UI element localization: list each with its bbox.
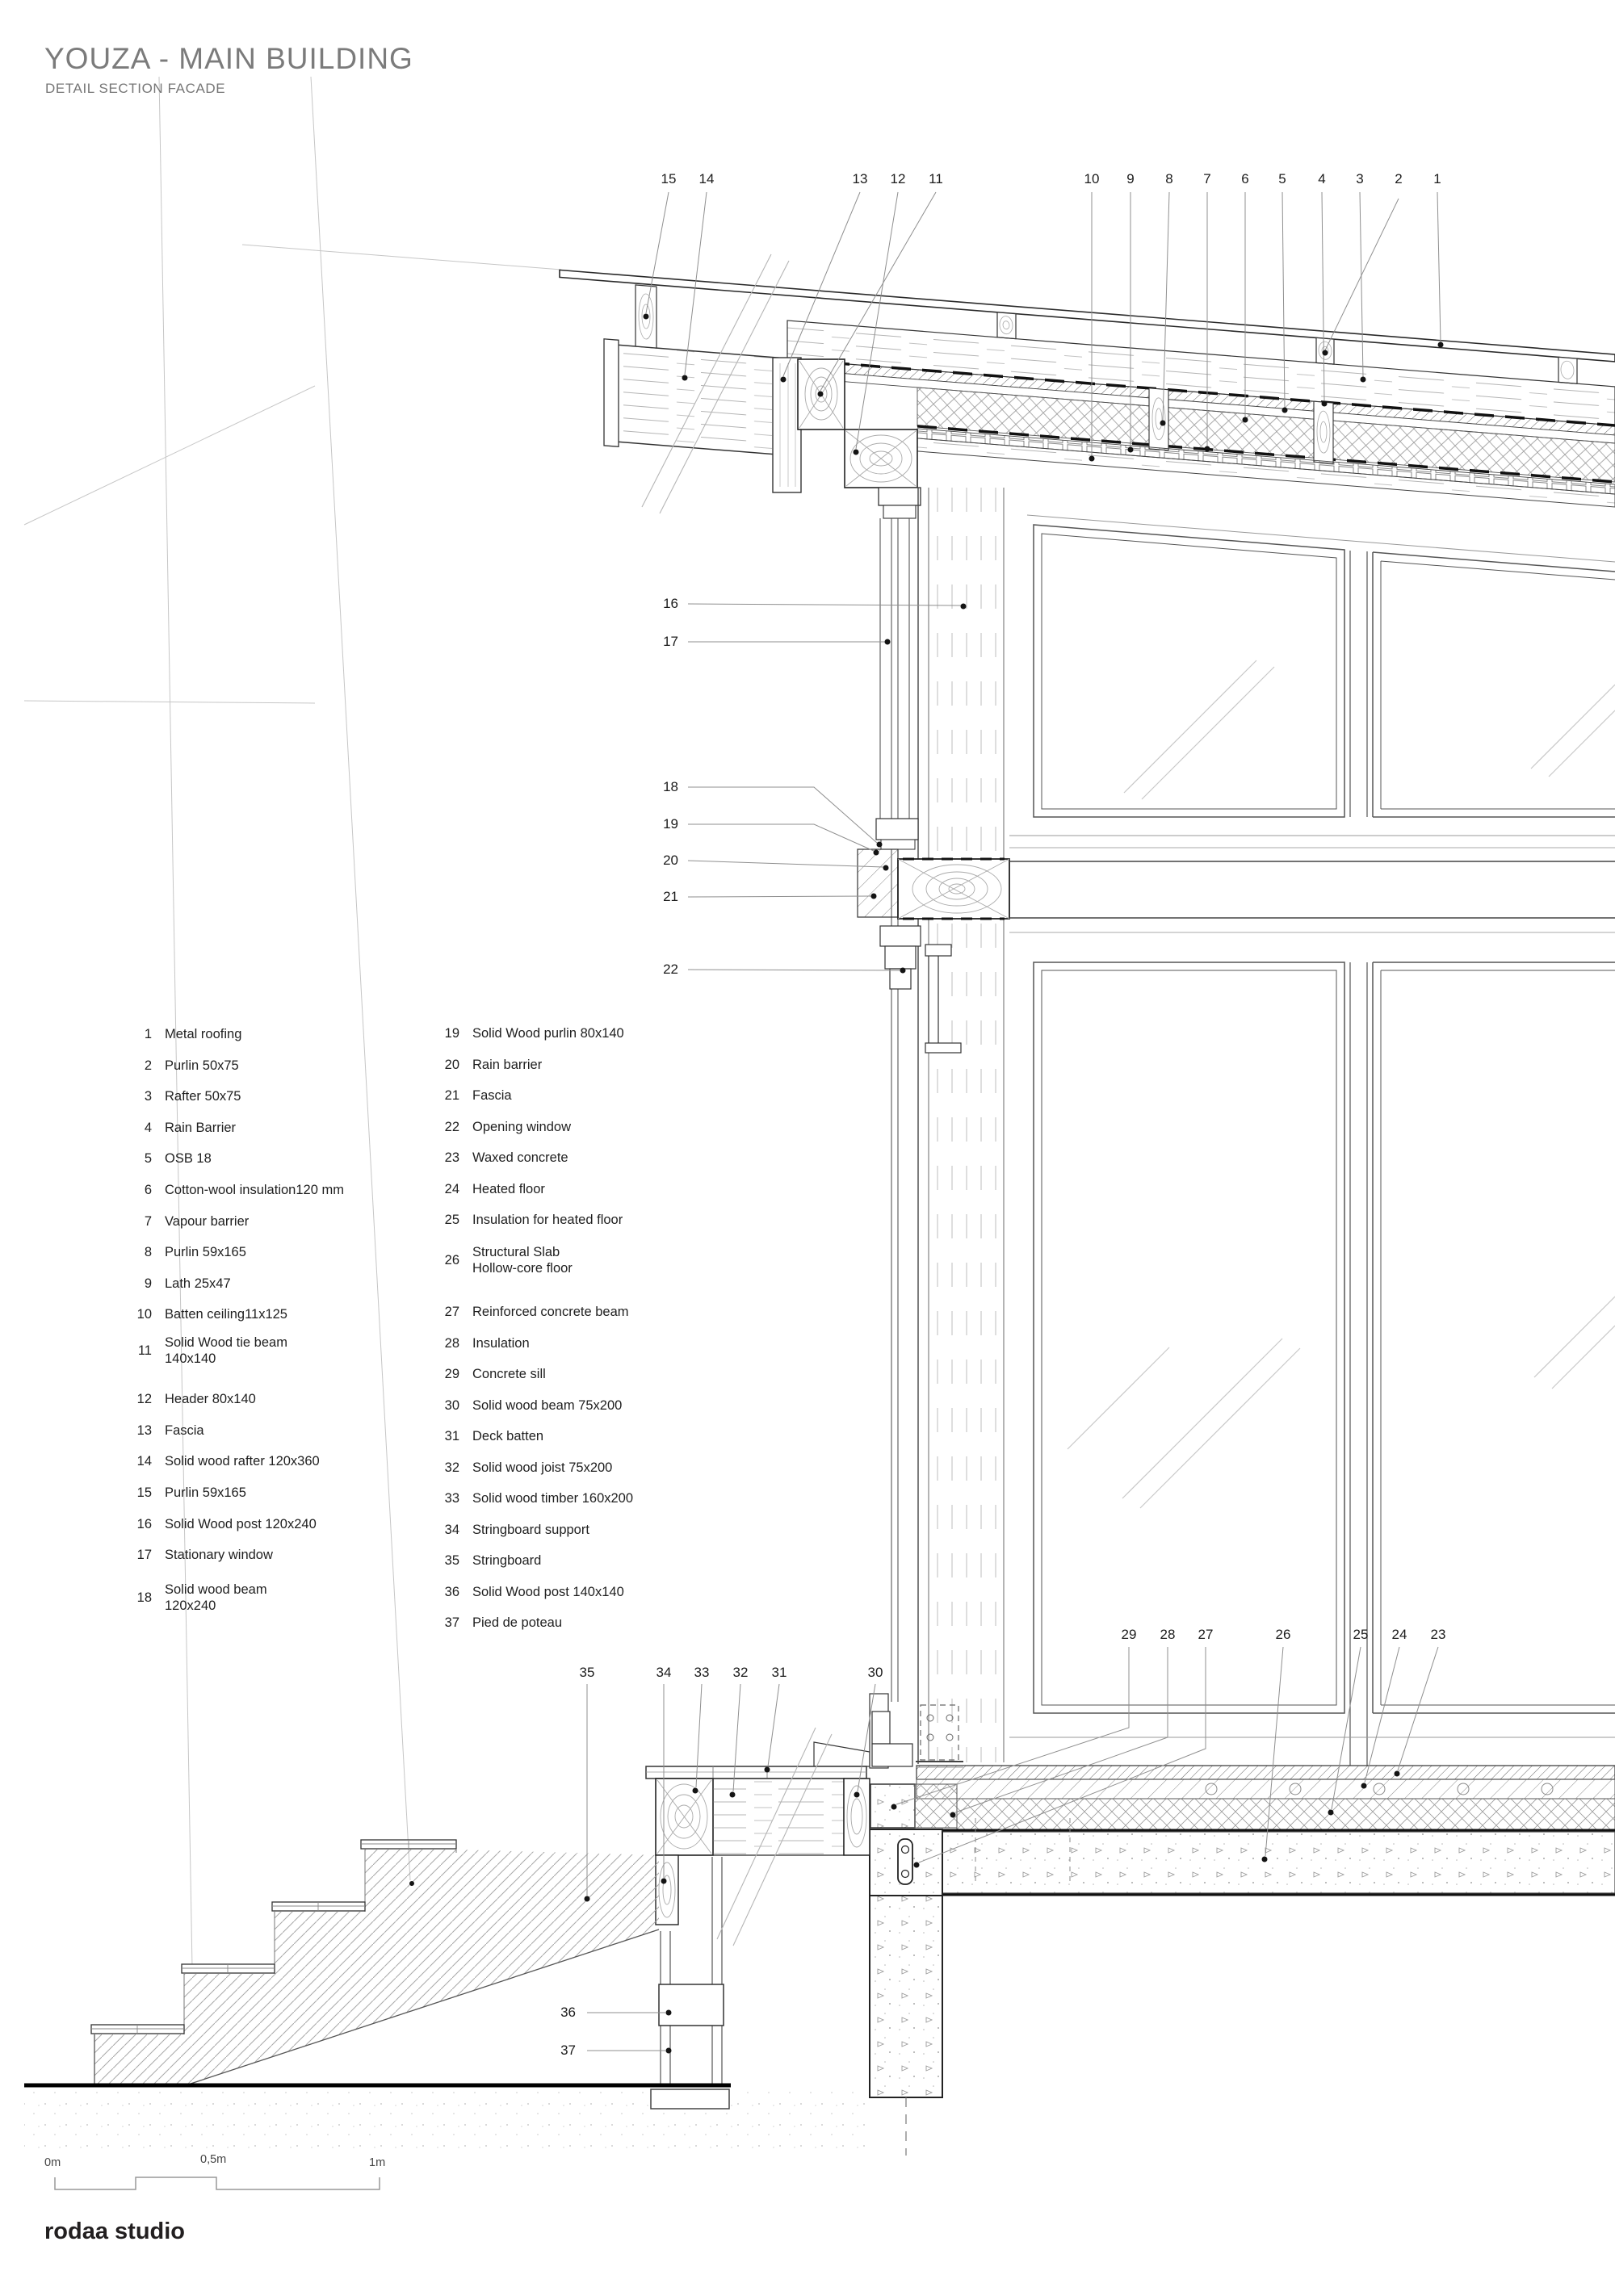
callout-10: 10	[1084, 171, 1100, 186]
callout-9: 9	[1126, 171, 1135, 186]
callout-23: 23	[1430, 1627, 1446, 1642]
callout-25: 25	[1353, 1627, 1369, 1642]
legend-item: 15 Purlin 59x165	[136, 1485, 246, 1500]
legend-item: 35 Stringboard	[444, 1553, 542, 1568]
window-head-frame	[879, 488, 921, 505]
legend-item: 11 Solid Wood tie beam 140x140	[137, 1335, 287, 1366]
callout-26: 26	[1275, 1627, 1291, 1642]
concrete-column	[870, 1896, 942, 2097]
legend-item: 5 OSB 18	[144, 1151, 212, 1166]
callout-24: 24	[1391, 1627, 1407, 1642]
legend-item: 37 Pied de poteau	[444, 1615, 563, 1630]
legend-item: 28 Insulation	[444, 1336, 530, 1351]
callout-14: 14	[698, 171, 715, 186]
page-subtitle: DETAIL SECTION FACADE	[45, 81, 226, 96]
ground-texture	[24, 2091, 870, 2151]
legend-item: 19 Solid Wood purlin 80x140	[444, 1026, 624, 1041]
upper-pane-1	[1034, 525, 1344, 817]
deck-joist	[844, 1779, 870, 1855]
legend-item: 18 Solid wood beam 120x240	[136, 1582, 267, 1613]
legend-item: 16 Solid Wood post 120x240	[136, 1517, 317, 1531]
callout-5: 5	[1278, 171, 1286, 186]
legend-item: 9 Lath 25x47	[144, 1276, 231, 1291]
callout-16: 16	[663, 596, 678, 611]
callout-1: 1	[1433, 171, 1441, 186]
construction-lines	[24, 77, 561, 1967]
legend-item: 22 Opening window	[444, 1120, 571, 1134]
glass-diagonals	[1068, 660, 1615, 1508]
callout-29: 29	[1121, 1627, 1137, 1642]
callout-20: 20	[663, 853, 678, 868]
legend-item: 2 Purlin 50x75	[144, 1058, 239, 1073]
callout-28: 28	[1160, 1627, 1176, 1642]
upper-pane-2	[1373, 552, 1615, 817]
legend-item: 20 Rain barrier	[444, 1058, 543, 1072]
legend-item: 34 Stringboard support	[444, 1523, 589, 1537]
transom-fascia-hatched	[858, 849, 898, 917]
legend-item: 23 Waxed concrete	[444, 1150, 568, 1165]
legend-item: 4 Rain Barrier	[144, 1121, 237, 1135]
window-panes	[1009, 515, 1615, 1766]
callout-30: 30	[867, 1665, 883, 1680]
callout-33: 33	[694, 1665, 710, 1680]
legend-item: 31 Deck batten	[444, 1429, 544, 1443]
legend-item: 32 Solid wood joist 75x200	[444, 1460, 613, 1475]
legend-item: 12 Header 80x140	[136, 1392, 256, 1406]
legend-item: 36 Solid Wood post 140x140	[444, 1585, 624, 1599]
legend-item: 26 Structural Slab Hollow-core floor	[444, 1245, 573, 1276]
legend-item: 24 Heated floor	[444, 1182, 545, 1196]
post-footing	[651, 2089, 729, 2109]
legend-item: 29 Concrete sill	[444, 1367, 546, 1381]
callout-17: 17	[663, 634, 678, 649]
edge-insulation	[915, 1784, 957, 1828]
callout-34: 34	[656, 1665, 672, 1680]
callout-4: 4	[1318, 171, 1326, 186]
callout-12: 12	[890, 171, 906, 186]
legend-item: 33 Solid wood timber 160x200	[444, 1491, 634, 1506]
callout-21: 21	[663, 889, 678, 904]
legend-item: 6 Cotton-wool insulation120 mm	[144, 1183, 344, 1197]
legend-item: 1 Metal roofing	[144, 1027, 242, 1041]
legend-item: 21 Fascia	[444, 1088, 512, 1103]
legend-item: 7 Vapour barrier	[144, 1214, 250, 1229]
legend-item: 3 Rafter 50x75	[144, 1089, 241, 1104]
deck-assembly	[646, 1766, 870, 1925]
legend-item: 25 Insulation for heated floor	[444, 1213, 623, 1227]
callout-7: 7	[1203, 171, 1211, 186]
wall-fascia-board	[773, 358, 801, 492]
legend-item: 30 Solid wood beam 75x200	[444, 1398, 623, 1413]
floor-insulation	[957, 1799, 1615, 1829]
overhang-rafter	[611, 345, 791, 456]
callout-2: 2	[1395, 171, 1403, 186]
callout-22: 22	[663, 962, 678, 977]
callout-36: 36	[560, 2005, 576, 2020]
callout-3: 3	[1356, 171, 1364, 186]
callout-31: 31	[771, 1665, 787, 1680]
break-marks	[642, 254, 832, 1946]
window-wall	[880, 488, 1004, 1764]
solid-wood-post	[929, 488, 1004, 1762]
lower-pane-1	[1034, 962, 1344, 1713]
scale-label-1m: 1m	[369, 2156, 386, 2169]
callout-13: 13	[852, 171, 868, 186]
legend-item: 8 Purlin 59x165	[144, 1245, 246, 1259]
callout-27: 27	[1198, 1627, 1214, 1642]
legend-item: 14 Solid wood rafter 120x360	[136, 1454, 320, 1469]
callout-37: 37	[560, 2043, 576, 2058]
hollow-core-slab	[942, 1832, 1615, 1893]
stairs	[24, 1840, 870, 2151]
scale-bar	[55, 2177, 380, 2189]
callout-32: 32	[732, 1665, 749, 1680]
legend-item: 27 Reinforced concrete beam	[444, 1305, 629, 1319]
callout-19: 19	[663, 816, 678, 832]
callout-11: 11	[929, 171, 943, 186]
callout-35: 35	[579, 1665, 595, 1680]
legend-item: 17 Stationary window	[136, 1548, 273, 1562]
scale-label-05m: 0,5m	[200, 2153, 227, 2166]
page-title: YOUZA - MAIN BUILDING	[44, 42, 413, 75]
post-block	[659, 1984, 724, 2026]
eave-fascia	[604, 339, 619, 446]
floor-assembly	[814, 1694, 1615, 2156]
legend-item: 10 Batten ceiling11x125	[136, 1307, 287, 1322]
callout-18: 18	[663, 779, 678, 794]
callout-15: 15	[661, 171, 677, 186]
waxed-concrete	[917, 1766, 1615, 1779]
deck-joist-run	[713, 1779, 844, 1855]
legend-item: 13 Fascia	[136, 1423, 204, 1438]
lower-pane-2	[1373, 962, 1615, 1713]
callout-6: 6	[1241, 171, 1249, 186]
studio-logo: rodaa studio	[44, 2218, 186, 2244]
roof-assembly	[560, 270, 1615, 526]
scale-label-0m: 0m	[44, 2156, 61, 2169]
callout-8: 8	[1165, 171, 1173, 186]
deck-batten	[646, 1766, 866, 1779]
